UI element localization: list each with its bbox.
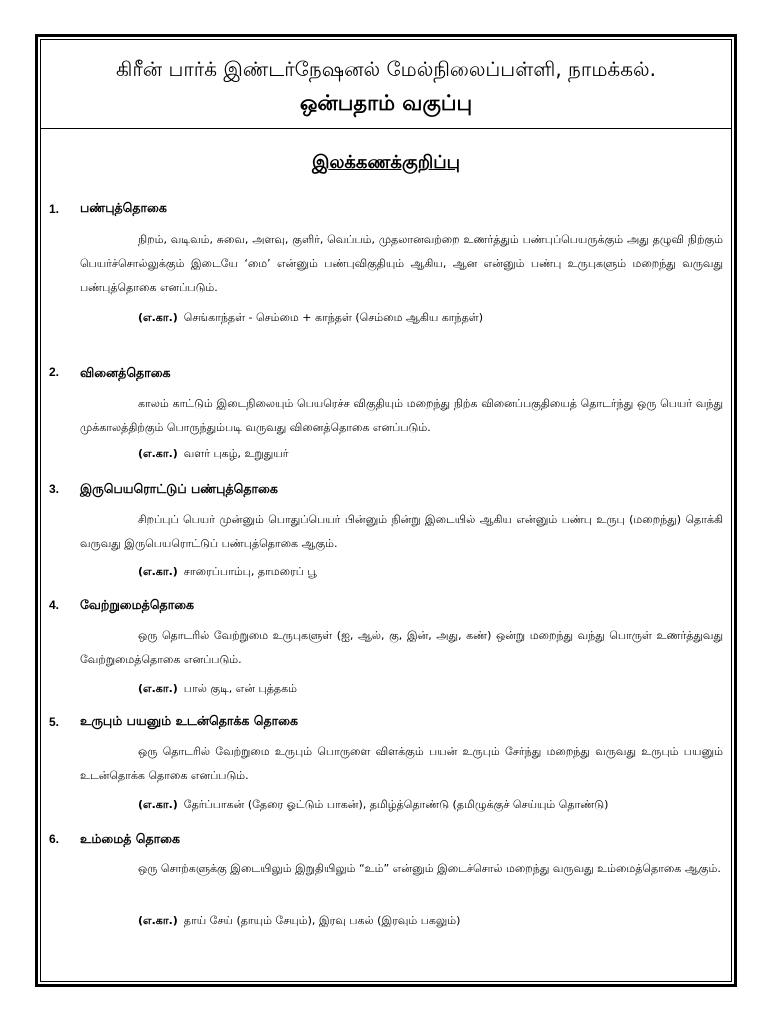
example-label: (எ.கா.) — [138, 565, 178, 578]
page-title: இலக்கணக்குறிப்பு — [311, 152, 461, 173]
header-divider — [40, 128, 732, 129]
section-paragraph-text: காலம் காட்டும் இடைநிலையும் பெயரெச்ச விகுதியும் மறைந்து நிற்க வினைப்பகுதியைத் தொடர்ந்து ஒரு பெயர் வந்து முக்காலத்திற்கும் பொருந்தும்படி வருவது வினைத்தொகை எனப்படும். — [80, 397, 723, 434]
section-paragraph — [80, 228, 723, 300]
section-number: 2. — [49, 365, 60, 379]
section-paragraph — [80, 624, 723, 672]
grade-title: ஒன்பதாம் வகுப்பு — [299, 91, 473, 115]
example-text: தாய் சேய் (தாயும் சேயும்), இரவு பகல் (இரவும் பகலும்) — [183, 914, 461, 927]
example-text: பால் குடி, என் புத்தகம் — [183, 682, 297, 695]
section-number: 4. — [49, 598, 60, 612]
section-example — [138, 563, 317, 581]
section-paragraph — [80, 857, 723, 881]
section-number: 3. — [49, 482, 60, 496]
example-text: வளர் புகழ், உறுதுயர் — [183, 447, 289, 460]
section-number: 1. — [49, 202, 60, 216]
section-example — [138, 912, 460, 930]
section-heading: உம்மைத் தொகை — [80, 831, 181, 846]
section-heading: வினைத்தொகை — [80, 365, 171, 380]
section-paragraph-text: ஒரு தொடரில் வேற்றுமை உருபும் பொருளை விளக்கும் பயன் உருபும் சேர்ந்து மறைந்து வருவது உருபும் பயனும் உடன்தொக்க தொகை எனப்படும். — [80, 745, 723, 782]
example-label: (எ.கா.) — [138, 682, 178, 695]
section-heading: பண்புத்தொகை — [80, 200, 167, 215]
example-label: (எ.கா.) — [138, 311, 178, 324]
example-label: (எ.கா.) — [138, 447, 178, 460]
school-name: கிரீன் பார்க் இண்டர்நேஷனல் மேல்நிலைப்பள்ளி, நாமக்கல். — [116, 57, 656, 81]
section-paragraph-text: ஒரு தொடரில் வேற்றுமை உருபுகளுள் (ஐ, ஆல், கு, இன், அது, கண்) ஒன்று மறைந்து வந்து பொருள் உணர்த்துவது வேற்றுமைத்தொகை எனப்படும். — [80, 629, 723, 666]
section-paragraph-text: நிறம், வடிவம், சுவை, அளவு, குளிர், வெப்பம், முதலானவற்றை உணர்த்தும் பண்புப்பெயருக்கும் அது தழுவி நிற்கும் பெயர்ச்சொல்லுக்கும் இடையே ‘மை’ என்னும் பண்புவிகுதியும் ஆகிய, ஆன என்னும் பண்பு உருபுகளும் மறைந்து வருவது பண்புத்தொகை எனப்படும். — [80, 233, 723, 294]
section-example — [138, 445, 288, 463]
section-heading: உருபும் பயனும் உடன்தொக்க தொகை — [80, 713, 298, 728]
section-paragraph — [80, 392, 723, 440]
section-paragraph-text: சிறப்புப் பெயர் முன்னும் பொதுப்பெயர் பின்னும் நின்று இடையில் ஆகிய என்னும் பண்பு உருபு (மறைந்து) தொக்கி வருவது இருபெயரொட்டுப் பண்புத்தொகை ஆகும். — [80, 513, 723, 550]
section-heading: இருபெயரொட்டுப் பண்புத்தொகை — [80, 481, 278, 496]
example-text: தேர்ப்பாகன் (தேரை ஓட்டும் பாகன்), தமிழ்த்தொண்டு (தமிழுக்குச் செய்யும் தொண்டு) — [183, 798, 609, 811]
section-number: 6. — [49, 832, 60, 846]
example-label: (எ.கா.) — [138, 798, 178, 811]
section-paragraph — [80, 508, 723, 556]
section-number: 5. — [49, 715, 60, 729]
example-text: சாரைப்பாம்பு, தாமரைப் பூ — [183, 565, 317, 578]
example-text: செங்காந்தள் - செம்மை + காந்தள் (செம்மை ஆகிய காந்தள்) — [183, 311, 483, 324]
section-example — [138, 796, 608, 814]
section-example — [138, 680, 297, 698]
section-example — [138, 309, 483, 327]
section-paragraph — [80, 740, 723, 788]
section-paragraph-text: ஒரு சொற்களுக்கு இடையிலும் இறுதியிலும் “உம்” என்னும் இடைச்சொல் மறைந்து வருவது உம்மைத்தொகை ஆகும். — [138, 862, 721, 875]
example-label: (எ.கா.) — [138, 914, 178, 927]
section-heading: வேற்றுமைத்தொகை — [80, 597, 195, 612]
